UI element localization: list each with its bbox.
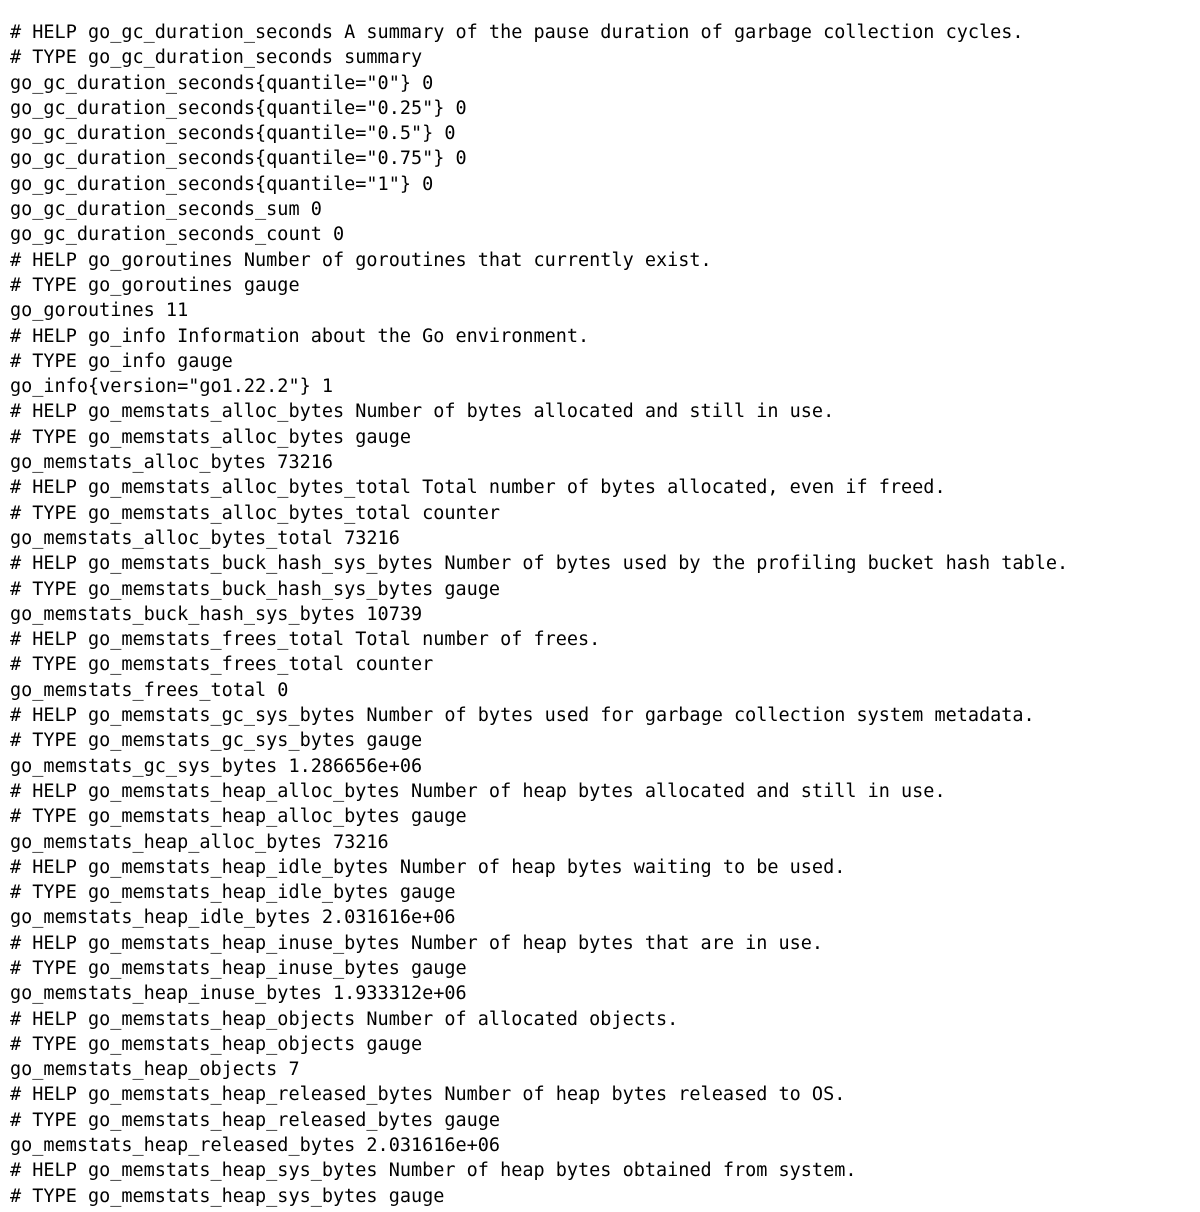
metrics-line: # HELP go_memstats_heap_alloc_bytes Number of heap bytes allocated and still in use. — [10, 780, 946, 802]
metrics-line: # HELP go_memstats_alloc_bytes_total Total number of bytes allocated, even if freed. — [10, 477, 946, 499]
metrics-line: # HELP go_info Information about the Go environment. — [10, 325, 590, 347]
metrics-line: # TYPE go_memstats_heap_sys_bytes gauge — [10, 1185, 445, 1207]
metrics-line: # HELP go_gc_duration_seconds A summary of the pause duration of garbage collection cycles. — [10, 22, 1024, 43]
metrics-line: # HELP go_memstats_heap_released_bytes Number of heap bytes released to OS. — [10, 1084, 846, 1106]
metrics-line: go_gc_duration_seconds{quantile="0"} 0 — [10, 72, 434, 94]
metrics-line: go_gc_duration_seconds{quantile="0.25"} 0 — [10, 97, 467, 119]
metrics-line: # TYPE go_memstats_gc_sys_bytes gauge — [10, 730, 423, 752]
metrics-line: # HELP go_memstats_gc_sys_bytes Number of bytes used for garbage collection system metadata. — [10, 705, 1035, 727]
metrics-line: # TYPE go_memstats_heap_idle_bytes gauge — [10, 882, 456, 904]
metrics-line: go_gc_duration_seconds_count 0 — [10, 224, 345, 246]
metrics-line: # HELP go_memstats_heap_idle_bytes Number of heap bytes waiting to be used. — [10, 856, 846, 878]
metrics-line: # TYPE go_goroutines gauge — [10, 274, 300, 296]
metrics-line: # TYPE go_memstats_heap_alloc_bytes gauge — [10, 806, 467, 828]
metrics-line: go_gc_duration_seconds{quantile="0.5"} 0 — [10, 123, 456, 145]
metrics-line: go_memstats_heap_objects 7 — [10, 1059, 300, 1081]
metrics-line: go_info{version="go1.22.2"} 1 — [10, 376, 334, 398]
metrics-line: go_memstats_heap_released_bytes 2.031616e+06 — [10, 1135, 501, 1157]
metrics-line: go_gc_duration_seconds{quantile="1"} 0 — [10, 173, 434, 195]
metrics-line: go_memstats_alloc_bytes 73216 — [10, 452, 334, 474]
metrics-line: # HELP go_memstats_alloc_bytes Number of bytes allocated and still in use. — [10, 401, 835, 423]
metrics-line: # TYPE go_memstats_buck_hash_sys_bytes gauge — [10, 578, 501, 600]
metrics-line: go_memstats_heap_idle_bytes 2.031616e+06 — [10, 907, 456, 929]
metrics-line: go_goroutines 11 — [10, 300, 189, 322]
metrics-line: # TYPE go_memstats_heap_inuse_bytes gauge — [10, 957, 467, 979]
metrics-line: # TYPE go_memstats_alloc_bytes_total counter — [10, 502, 501, 524]
metrics-line: # HELP go_memstats_heap_inuse_bytes Number of heap bytes that are in use. — [10, 932, 824, 954]
metrics-line: # TYPE go_memstats_heap_objects gauge — [10, 1033, 423, 1055]
metrics-line: # HELP go_memstats_heap_sys_bytes Number of heap bytes obtained from system. — [10, 1160, 857, 1182]
metrics-line: # HELP go_memstats_buck_hash_sys_bytes Number of bytes used by the profiling bucket hash table. — [10, 553, 1069, 575]
metrics-line: # TYPE go_memstats_alloc_bytes gauge — [10, 426, 411, 448]
metrics-line: go_gc_duration_seconds{quantile="0.75"} 0 — [10, 148, 467, 170]
metrics-line: go_memstats_gc_sys_bytes 1.286656e+06 — [10, 755, 423, 777]
metrics-line: go_memstats_heap_alloc_bytes 73216 — [10, 831, 389, 853]
metrics-line: go_memstats_alloc_bytes_total 73216 — [10, 527, 400, 549]
metrics-line: # TYPE go_memstats_frees_total counter — [10, 654, 434, 676]
metrics-line: # TYPE go_info gauge — [10, 350, 233, 372]
metrics-line: go_memstats_heap_inuse_bytes 1.933312e+06 — [10, 983, 467, 1005]
metrics-line: # TYPE go_gc_duration_seconds summary — [10, 47, 423, 69]
metrics-text — [10, 20, 1068, 1209]
metrics-line: go_gc_duration_seconds_sum 0 — [10, 199, 322, 221]
metrics-line: # HELP go_memstats_frees_total Total number of frees. — [10, 629, 601, 651]
metrics-line: go_memstats_frees_total 0 — [10, 679, 289, 701]
metrics-line: # HELP go_goroutines Number of goroutines that currently exist. — [10, 249, 712, 271]
metrics-line: # HELP go_memstats_heap_objects Number of allocated objects. — [10, 1008, 679, 1030]
metrics-line: # TYPE go_memstats_heap_released_bytes gauge — [10, 1109, 501, 1131]
metrics-line: go_memstats_buck_hash_sys_bytes 10739 — [10, 603, 423, 625]
